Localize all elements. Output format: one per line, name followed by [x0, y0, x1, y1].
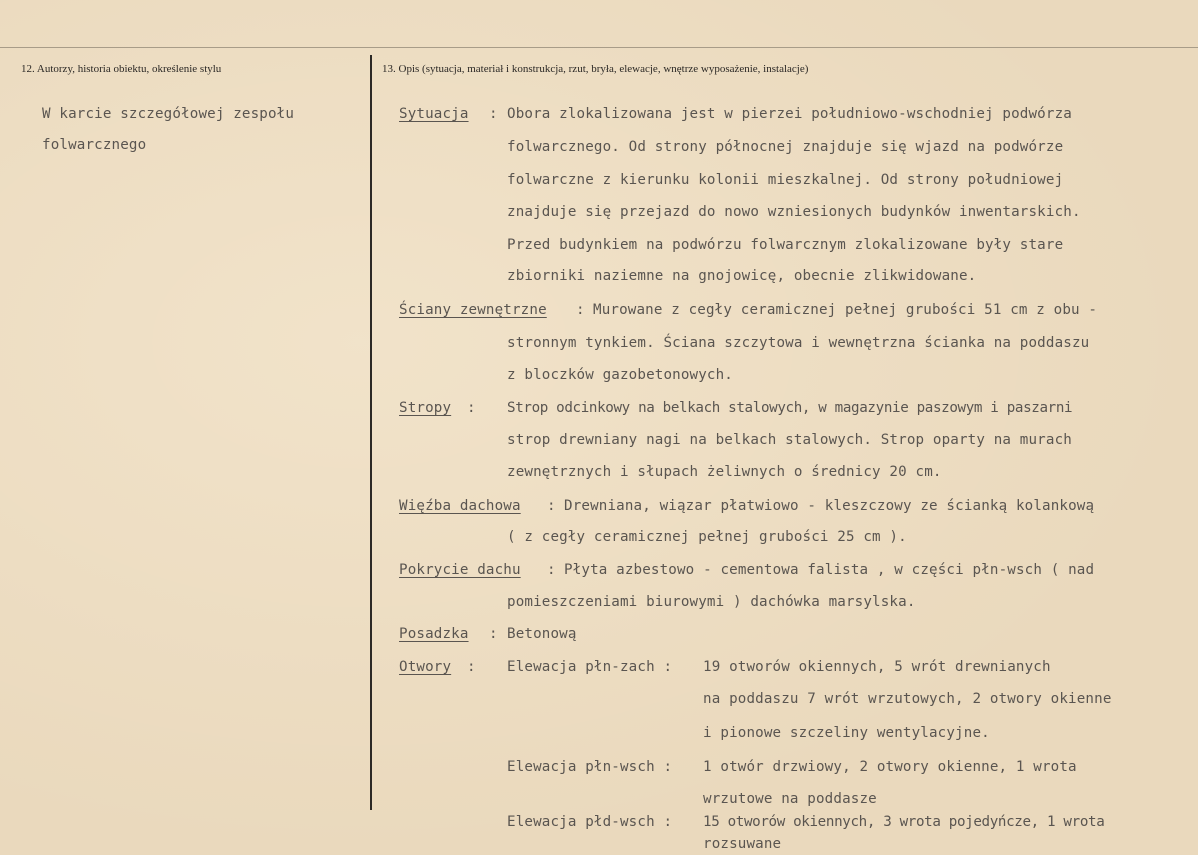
stropy-text-line: strop drewniany nagi na belkach stalowych. Strop oparty na murach — [507, 432, 1072, 448]
elevation-label: Elewacja płn-wsch : — [507, 759, 673, 775]
section-label-sciany: Ściany zewnętrzne — [399, 302, 547, 318]
field-12-header: 12. Autorzy, historia obiektu, określenie stylu — [21, 63, 222, 75]
wiezba-text-line: ( z cegły ceramicznej pełnej grubości 25 cm ). — [507, 529, 907, 545]
sytuacja-text-line: Przed budynkiem na podwórzu folwarcznym zlokalizowane były stare — [507, 237, 1064, 253]
section-label-wiezba: Więźba dachowa — [399, 498, 521, 514]
openings-text-line: 1 otwór drzwiowy, 2 otwory okienne, 1 wrota — [703, 759, 1077, 775]
sytuacja-text-line: folwarczne z kierunku kolonii mieszkalnej. Od strony południowej — [507, 172, 1064, 188]
openings-text-line: wrzutowe na poddasze — [703, 791, 877, 807]
separator-colon: : — [467, 659, 476, 675]
stropy-text-line: Strop odcinkowy na belkach stalowych, w magazynie paszowym i paszarni — [507, 400, 1073, 416]
section-label-stropy: Stropy — [399, 400, 452, 416]
sytuacja-text-line: znajduje się przejazd do nowo wzniesionych budynków inwentarskich. — [507, 204, 1081, 220]
separator-colon: : — [547, 498, 556, 514]
top-rule — [0, 47, 1198, 48]
sciany-text-line: z bloczków gazobetonowych. — [507, 367, 733, 383]
separator-colon: : — [547, 562, 556, 578]
sytuacja-text-line: zbiorniki naziemne na gnojowicę, obecnie zlikwidowane. — [507, 268, 977, 284]
pokrycie-text-line: Płyta azbestowo - cementowa falista , w części płn-wsch ( nad — [564, 562, 1095, 578]
elevation-label: Elewacja płn-zach : — [507, 659, 673, 675]
sytuacja-text-line: folwarcznego. Od strony północnej znajduje się wjazd na podwórze — [507, 139, 1064, 155]
separator-colon: : — [489, 626, 498, 642]
section-label-posadzka: Posadzka — [399, 626, 469, 642]
stropy-text-line: zewnętrznych i słupach żeliwnych o średnicy 20 cm. — [507, 464, 942, 480]
wiezba-text-line: Drewniana, wiązar płatwiowo - kleszczowy ze ścianką kolankową — [564, 498, 1095, 514]
separator-colon: : — [576, 302, 585, 318]
section-label-sytuacja: Sytuacja — [399, 106, 469, 122]
column-divider — [370, 55, 372, 810]
openings-text-line: rozsuwane — [703, 836, 782, 852]
separator-colon: : — [467, 400, 476, 416]
openings-text-line: na poddaszu 7 wrót wrzutowych, 2 otwory okienne — [703, 691, 1112, 707]
authors-text-line: folwarcznego — [42, 137, 147, 153]
separator-colon: : — [489, 106, 498, 122]
section-label-pokrycie: Pokrycie dachu — [399, 562, 521, 578]
sciany-text-line: stronnym tynkiem. Ściana szczytowa i wewnętrzna ścianka na poddaszu — [507, 335, 1090, 351]
pokrycie-text-line: pomieszczeniami biurowymi ) dachówka marsylska. — [507, 594, 916, 610]
elevation-label: Elewacja płd-wsch : — [507, 814, 673, 830]
openings-text-line: 15 otworów okiennych, 3 wrota pojedyńcze, 1 wrota — [703, 814, 1105, 830]
openings-text-line: i pionowe szczeliny wentylacyjne. — [703, 725, 990, 741]
authors-text-line: W karcie szczegółowej zespołu — [42, 106, 295, 122]
sytuacja-text-line: Obora zlokalizowana jest w pierzei południowo-wschodniej podwórza — [507, 106, 1072, 122]
openings-text-line: 19 otworów okiennych, 5 wrót drewnianych — [703, 659, 1051, 675]
sciany-text-line: Murowane z cegły ceramicznej pełnej grubości 51 cm z obu - — [593, 302, 1098, 318]
field-13-header: 13. Opis (sytuacja, materiał i konstrukcja, rzut, bryła, elewacje, wnętrze wyposażenie, instalacje) — [382, 63, 809, 75]
section-label-otwory: Otwory — [399, 659, 452, 675]
posadzka-value: Betonową — [507, 626, 577, 642]
